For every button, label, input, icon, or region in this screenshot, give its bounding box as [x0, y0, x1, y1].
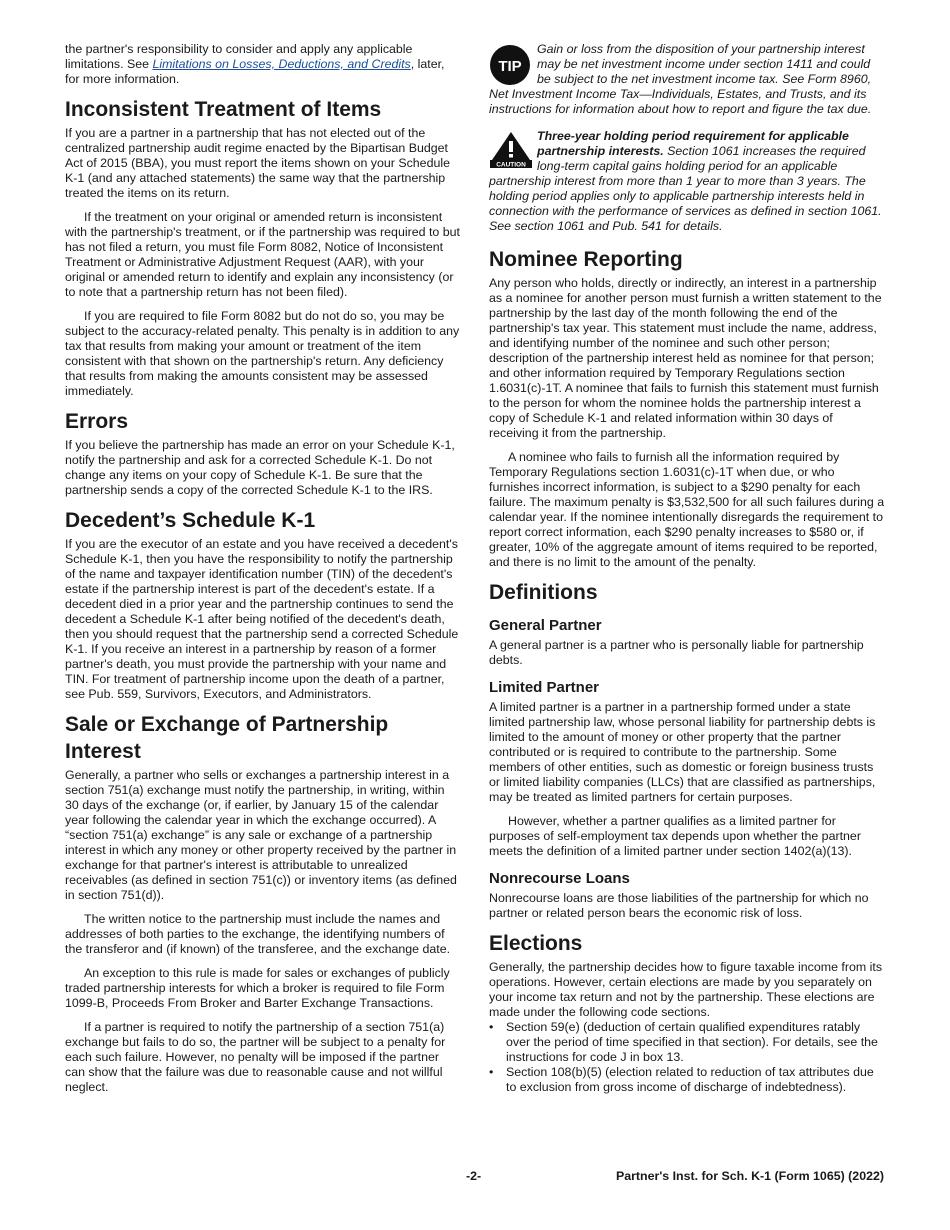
intro-text-end: , later, for more information.: [65, 57, 445, 86]
left-column: [65, 42, 460, 1104]
sale-p4: If a partner is required to notify the partnership of a section 751(a) exchange but fails to do so, the partner will be subject to a penalty for each such failure. However, no penalty will be imposed if the partner can show that the failure was due to reasonable cause and not willful neglect.: [65, 1020, 446, 1094]
errors-heading: Errors: [65, 410, 129, 433]
election-bullet-1: Section 59(e) (deduction of certain qualified expenditures ratably over the period of time specified in that section). For details, see the instructions for code J in box 13.: [506, 1020, 878, 1064]
caution-bold: Three-year holding period requirement for applicable partnership interests.: [537, 129, 849, 158]
tip-callout: [489, 42, 885, 117]
inconsistent-heading: Inconsistent Treatment of Items: [65, 98, 382, 121]
sale-p3: An exception to this rule is made for sales or exchanges of publicly traded partnership interests for which a broker is required to file Form 1099-B, Proceeds From Broker and Barter Exchange Transactions.: [65, 966, 450, 1010]
elections-p1: Generally, the partnership decides how to figure taxable income from its operations. However, certain elections are made by you separately on your income tax return and not by the partnership. These elections are made under the following code sections.: [489, 960, 883, 1019]
elections-heading: Elections: [489, 932, 583, 955]
limited-partner-heading: Limited Partner: [489, 679, 600, 696]
right-column: [489, 42, 885, 1095]
sale-p1: Generally, a partner who sells or exchanges a partnership interest in a section 751(a) exchange must notify the partnership, in writing, within 30 days of the exchange (or, if earlier, by January 15 of the calendar year following the calendar year in which the exchange occurred). A “section 751(a) exchange” is any sale or exchange of a partnership interest in which any money or other property received by the partner in exchange for that partner's interest is attributable to unrealized receivables (as defined in section 751(c)) or inventory items (as defined in section 751(d)).: [65, 768, 457, 902]
general-partner-p: A general partner is a partner who is personally liable for partnership debts.: [489, 638, 864, 667]
nominee-heading: Nominee Reporting: [489, 248, 683, 271]
election-bullet-2: Section 108(b)(5) (election related to reduction of tax attributes due to exclusion from gross income of discharge of indebtedness).: [506, 1065, 874, 1094]
inconsistent-p2: If the treatment on your original or amended return is inconsistent with the partnership's treatment, or if the partnership was required to but has not filed a return, you must file Form 8082, Notice of Inconsistent Treatment or Administrative Adjustment Request (AAR), with your original or amended return to identify and explain any inconsistency (or to note that a partnership return has not been filed).: [65, 210, 460, 299]
nonrecourse-p: Nonrecourse loans are those liabilities of the partnership for which no partner or related person bears the economic risk of loss.: [489, 891, 869, 920]
footer-title: Partner's Inst. for Sch. K-1 (Form 1065) (2022): [615, 1169, 884, 1183]
tip-badge-label: TIP: [498, 58, 522, 75]
caution-badge-label: CAUTION: [496, 161, 526, 169]
list-item: [489, 1020, 885, 1065]
bullet-dot: •: [489, 1065, 494, 1079]
inconsistent-p1: If you are a partner in a partnership that has not elected out of the centralized partnership audit regime enacted by the Bipartisan Budget Act of 2015 (BBA), you must report the items shown on your Schedule K-1 (and any attached statements) the same way that the partnership treated the items on its return.: [65, 126, 450, 200]
nominee-p1: Any person who holds, directly or indirectly, an interest in a partnership as a nominee for another person must furnish a written statement to the partnership by the last day of the month following the end of the partnership's tax year. This statement must include the name, address, and identifying number of the nominee and such other person; description of the partnership interest held as nominee for that person; and other information required by Temporary Regulations section 1.6031(c)-1T. A nominee that fails to furnish this statement must furnish to the person for whom the nominee holds the partnership interest a copy of Schedule K-1 and related information within 30 days of receiving it from the partnership.: [489, 276, 882, 440]
caution-body: Section 1061 increases the required long-term capital gains holding period for an applicable partnership interest from more than 1 year to more than 3 years. The holding period applies only to applicable partnership interests held in connection with the performance of services as defined in section 1061. See section 1061 and Pub. 541 for details.: [489, 144, 882, 233]
nonrecourse-heading: Nonrecourse Loans: [489, 870, 630, 887]
caution-icon: [489, 131, 533, 169]
general-partner-heading: General Partner: [489, 617, 602, 634]
decedent-heading: Decedent’s Schedule K-1: [65, 509, 316, 532]
tip-icon: [489, 44, 531, 86]
caution-text: [489, 129, 885, 234]
errors-p1: If you believe the partnership has made an error on your Schedule K-1, notify the partnership and ask for a corrected Schedule K-1. Do not change any items on your copy of Schedule K-1. Be sure that the partnership sends a copy of the corrected Schedule K-1 to the IRS.: [65, 438, 455, 497]
inconsistent-p3: If you are required to file Form 8082 but do not do so, you may be subject to the accuracy-related penalty. This penalty is in addition to any tax that results from making your amount or treatment of the item consistent with that shown on the partnership's return. Any deficiency that results from making the amounts consistent may be assessed immediately.: [65, 309, 460, 398]
nominee-p2: A nominee who fails to furnish all the information required by Temporary Regulations section 1.6031(c)-1T when due, or who furnishes incorrect information, is subject to a $290 penalty for each failure. The maximum penalty is $3,532,500 for all such failures during a calendar year. If the nominee intentionally disregards the requirement to report correct information, each $290 penalty increases to $580 or, if greater, 10% of the aggregate amount of items required to be reported, and there is no limit to the amount of the penalty.: [489, 450, 885, 569]
page-number: -2-: [466, 1169, 482, 1183]
sale-p2: The written notice to the partnership must include the names and addresses of both parties to the exchange, the identifying numbers of the transferor and (if known) of the transferee, and the exchange date.: [65, 912, 451, 956]
definitions-heading: Definitions: [489, 581, 598, 604]
sale-heading: Sale or Exchange of Partnership Interest: [65, 713, 389, 763]
decedent-p1: If you are the executor of an estate and you have received a decedent's Schedule K-1, then you have the responsibility to notify the partnership of the name and taxpayer identification number (TIN) of the decedent's estate if the partnership interest is part of the decedent's estate. If a decedent died in a prior year and the partnership continues to send the decedent a Schedule K-1 after being notified of the decedent's death, then you should request that the partnership send a corrected Schedule K-1. If you receive an interest in a partnership by reason of a former partner's death, you must provide the partnership with your name and TIN. For treatment of partnership income upon the death of a partner, see Pub. 559, Survivors, Executors, and Administrators.: [65, 537, 459, 701]
limited-partner-p2: However, whether a partner qualifies as a limited partner for purposes of self-employment tax depends upon whether the partner meets the definition of a limited partner under section 1402(a)(13).: [489, 814, 861, 858]
intro-text: the partner's responsibility to consider and apply any applicable limitations. See: [65, 42, 413, 71]
tip-text: Gain or loss from the disposition of your partnership interest may be net investment income under section 1411 and could be subject to the net investment income tax. See Form 8960, Net Investment Income Tax—Individuals, Estates, and Trusts, and its instructions for information about how to report and figure the tax due.: [489, 42, 872, 116]
intro-paragraph: [65, 42, 460, 87]
caution-callout: [489, 129, 885, 234]
limitations-link[interactable]: Limitations on Losses, Deductions, and Credits: [152, 57, 411, 71]
list-item: [489, 1065, 885, 1095]
bullet-dot: •: [489, 1020, 494, 1034]
limited-partner-p1: A limited partner is a partner in a partnership formed under a state limited partnership law, whose personal liability for partnership debts is limited to the amount of money or other property that the partner contributed or is required to contribute to the partnership. Some members of other entities, such as domestic or foreign business trusts or limited liability companies (LLCs) that are classified as partnerships, may be treated as limited partners for certain purposes.: [489, 700, 876, 804]
